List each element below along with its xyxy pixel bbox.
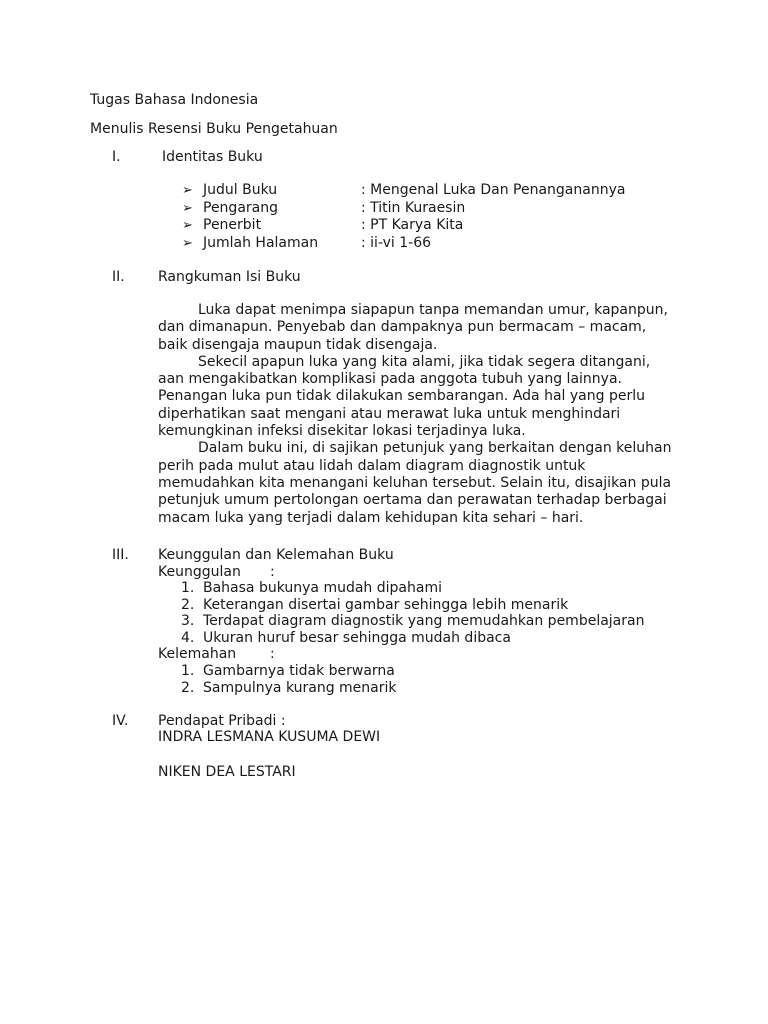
document-title: Tugas Bahasa Indonesia	[90, 92, 259, 108]
section-title-opinion: Pendapat Pribadi :	[158, 713, 286, 729]
arrow-bullet-icon: ➢	[182, 236, 193, 251]
weakness-item: Gambarnya tidak berwarna	[203, 663, 395, 679]
arrow-bullet-icon: ➢	[182, 183, 193, 198]
identity-value: : Mengenal Luka Dan Penanganannya	[361, 182, 626, 198]
author-name: NIKEN DEA LESTARI	[158, 764, 296, 780]
summary-paragraph: Dalam buku ini, di sajikan petunjuk yang berkaitan dengan keluhan perih pada mulut atau lidah dalam diagram diagnostik untuk memudahkan kita menangani keluhan tersebut. Selain itu, disajikan pula petunjuk umum pertolongan oertama dan perawatan terhadap berbagai macam luka yang terjadi dalam kehidupan kita sehari – hari.	[158, 440, 672, 526]
section-title-evaluation: Keunggulan dan Kelemahan Buku	[158, 547, 394, 563]
strengths-heading: Keunggulan	[158, 564, 241, 580]
list-number: 1.	[181, 663, 195, 679]
identity-value: : ii-vi 1-66	[361, 235, 432, 251]
summary-paragraph: Sekecil apapun luka yang kita alami, jika tidak segera ditangani, aan mengakibatkan komplikasi pada anggota tubuh yang lainnya. Penangan luka pun tidak dilakukan sembarangan. Ada hal yang perlu diperhatikan saat mengani atau merawat luka untuk menghindari kemungkinan infeksi disekitar lokasi terjadinya luka.	[158, 353, 651, 440]
section-numeral-4: IV.	[112, 713, 129, 729]
weakness-item: Sampulnya kurang menarik	[203, 680, 397, 696]
strength-item: Bahasa bukunya mudah dipahami	[203, 580, 442, 596]
identity-label: Judul Buku	[203, 182, 278, 198]
strength-item: Ukuran huruf besar sehingga mudah dibaca	[203, 630, 511, 646]
section-numeral-1: I.	[112, 149, 121, 165]
list-number: 3.	[181, 613, 195, 629]
document-subtitle: Menulis Resensi Buku Pengetahuan	[90, 121, 338, 137]
list-number: 2.	[181, 597, 195, 613]
section-title-summary: Rangkuman Isi Buku	[158, 269, 301, 285]
strength-item: Keterangan disertai gambar sehingga lebih menarik	[203, 597, 569, 613]
strength-item: Terdapat diagram diagnostik yang memudahkan pembelajaran	[203, 613, 645, 629]
identity-label: Pengarang	[203, 200, 278, 216]
section-title-identity: Identitas Buku	[162, 149, 263, 165]
section-numeral-2: II.	[112, 269, 125, 285]
identity-label: Jumlah Halaman	[203, 235, 319, 251]
section-numeral-3: III.	[112, 547, 129, 563]
author-name: INDRA LESMANA KUSUMA DEWI	[158, 729, 381, 745]
identity-value: : Titin Kuraesin	[361, 200, 466, 216]
arrow-bullet-icon: ➢	[182, 218, 193, 233]
summary-body	[158, 302, 678, 527]
list-number: 2.	[181, 680, 195, 696]
weaknesses-heading: Kelemahan	[158, 646, 237, 662]
identity-label: Penerbit	[203, 217, 262, 233]
summary-paragraph: Luka dapat menimpa siapapun tanpa memandan umur, kapanpun, dan dimanapun. Penyebab dan dampaknya pun bermacam – macam, baik disengaja maupun tidak disengaja.	[158, 302, 668, 353]
strengths-colon: :	[270, 564, 275, 580]
weaknesses-colon: :	[270, 646, 275, 662]
identity-value: : PT Karya Kita	[361, 217, 464, 233]
list-number: 1.	[181, 580, 195, 596]
arrow-bullet-icon: ➢	[182, 201, 193, 216]
list-number: 4.	[181, 630, 195, 646]
